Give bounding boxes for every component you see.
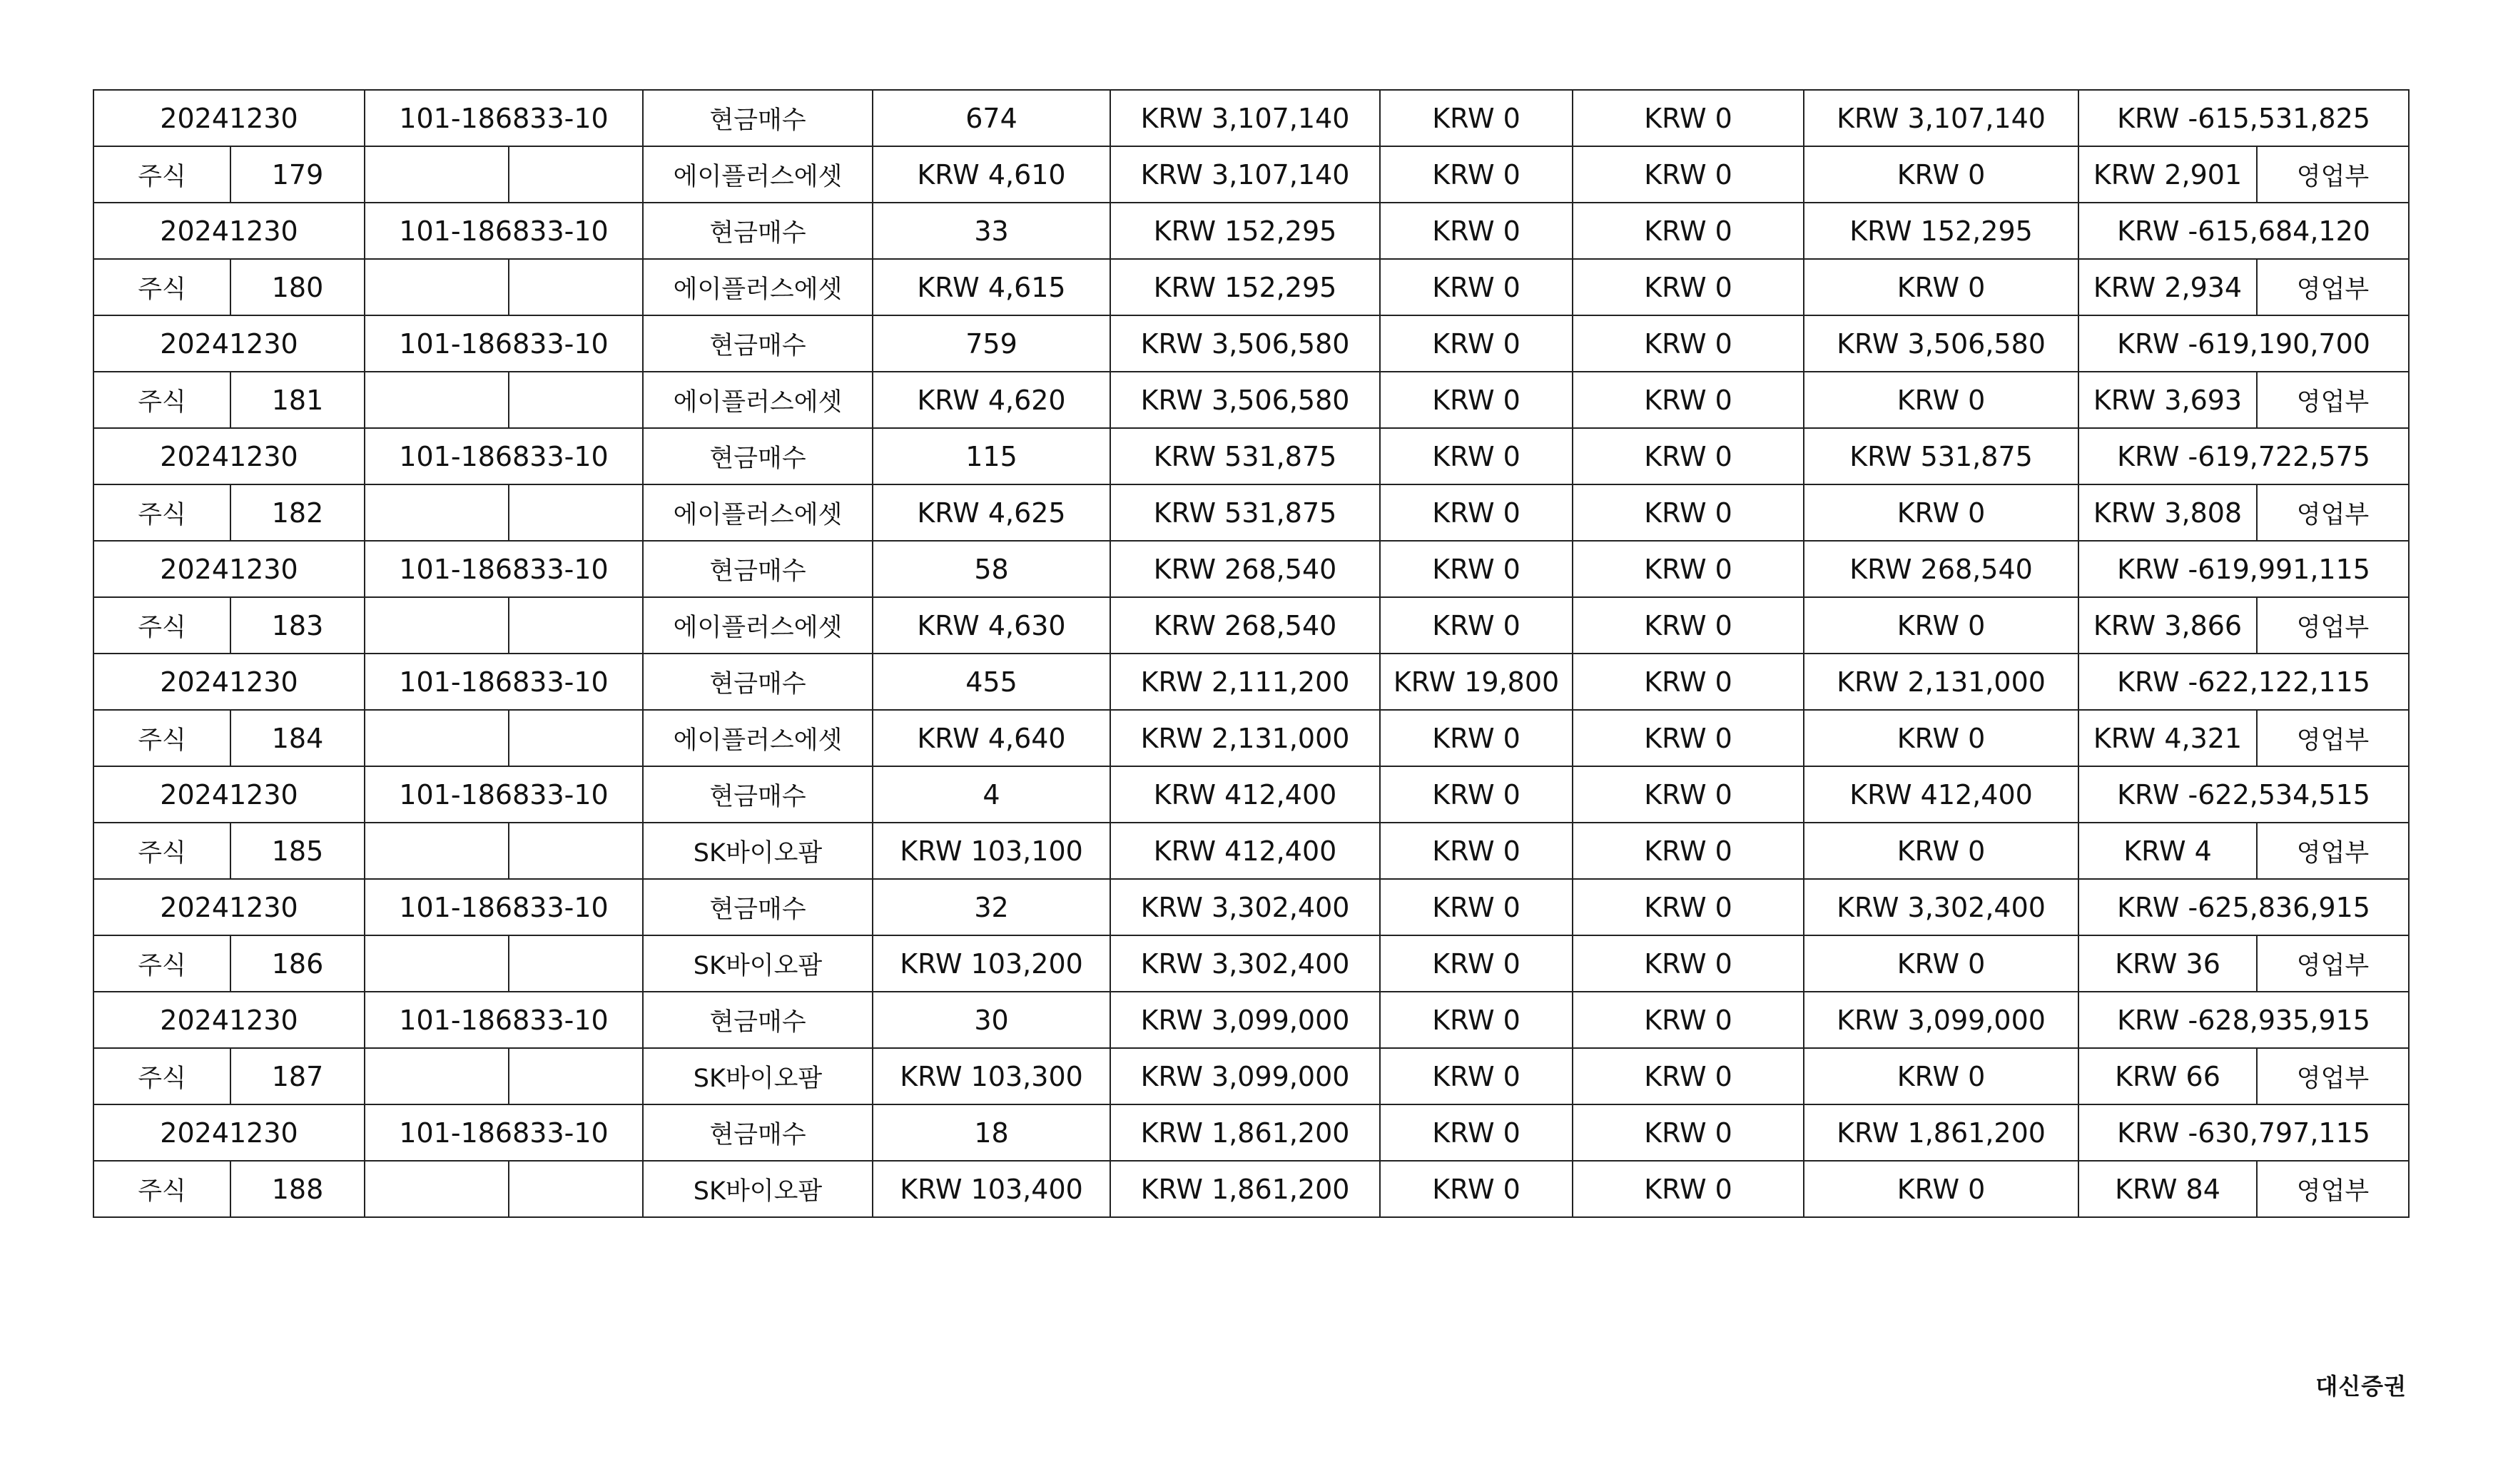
unit-price-cell: KRW 4,610 xyxy=(873,146,1110,203)
transaction-row xyxy=(93,315,2409,372)
transaction-type-cell: 현금매수 xyxy=(643,766,873,823)
sequence-number-cell: 188 xyxy=(230,1161,365,1217)
settlement-amount-cell: KRW 3,506,580 xyxy=(1804,315,2078,372)
fee-cell: KRW 0 xyxy=(1380,203,1573,259)
blank-cell xyxy=(509,372,643,428)
trade-amount-cell: KRW 531,875 xyxy=(1110,428,1380,484)
branch-cell: 영업부 xyxy=(2257,372,2409,428)
tax-cell: KRW 0 xyxy=(1573,597,1804,654)
blank-cell xyxy=(509,259,643,315)
trade-amount-cell: KRW 3,107,140 xyxy=(1110,146,1380,203)
tax-cell: KRW 0 xyxy=(1573,935,1804,992)
trade-amount-cell: KRW 412,400 xyxy=(1110,823,1380,879)
product-type-cell: 주식 xyxy=(93,259,230,315)
unit-price-cell: KRW 103,400 xyxy=(873,1161,1110,1217)
quantity-cell: 455 xyxy=(873,654,1110,710)
fee-cell: KRW 0 xyxy=(1380,90,1573,146)
tax-cell: KRW 0 xyxy=(1573,823,1804,879)
transaction-type-cell: 현금매수 xyxy=(643,992,873,1048)
security-name-cell: SK바이오팜 xyxy=(643,823,873,879)
trade-date-cell: 20241230 xyxy=(93,541,365,597)
quantity-cell: 4 xyxy=(873,766,1110,823)
settlement-amount-cell: KRW 3,107,140 xyxy=(1804,90,2078,146)
balance-cell: KRW -622,534,515 xyxy=(2078,766,2409,823)
account-number-cell: 101-186833-10 xyxy=(365,992,643,1048)
blank-cell xyxy=(365,372,509,428)
security-name-cell: SK바이오팜 xyxy=(643,1161,873,1217)
product-type-cell: 주식 xyxy=(93,146,230,203)
transaction-type-cell: 현금매수 xyxy=(643,541,873,597)
holding-quantity-cell: KRW 3,693 xyxy=(2078,372,2257,428)
transaction-detail-row xyxy=(93,372,2409,428)
other-amount-cell: KRW 0 xyxy=(1804,597,2078,654)
holding-quantity-cell: KRW 3,866 xyxy=(2078,597,2257,654)
transaction-type-cell: 현금매수 xyxy=(643,90,873,146)
fee-cell: KRW 0 xyxy=(1380,146,1573,203)
settlement-amount-cell: KRW 531,875 xyxy=(1804,428,2078,484)
quantity-cell: 18 xyxy=(873,1104,1110,1161)
fee-cell: KRW 0 xyxy=(1380,484,1573,541)
trade-amount-cell: KRW 268,540 xyxy=(1110,541,1380,597)
fee-cell: KRW 0 xyxy=(1380,1161,1573,1217)
trade-amount-cell: KRW 3,302,400 xyxy=(1110,935,1380,992)
security-name-cell: SK바이오팜 xyxy=(643,935,873,992)
trade-amount-cell: KRW 3,107,140 xyxy=(1110,90,1380,146)
blank-cell xyxy=(365,1048,509,1104)
branch-cell: 영업부 xyxy=(2257,823,2409,879)
trade-amount-cell: KRW 1,861,200 xyxy=(1110,1161,1380,1217)
branch-cell: 영업부 xyxy=(2257,1161,2409,1217)
fee-cell: KRW 0 xyxy=(1380,879,1573,935)
tax-cell: KRW 0 xyxy=(1573,484,1804,541)
blank-cell xyxy=(509,146,643,203)
product-type-cell: 주식 xyxy=(93,597,230,654)
sequence-number-cell: 186 xyxy=(230,935,365,992)
fee-cell: KRW 0 xyxy=(1380,992,1573,1048)
quantity-cell: 115 xyxy=(873,428,1110,484)
account-number-cell: 101-186833-10 xyxy=(365,428,643,484)
settlement-amount-cell: KRW 2,131,000 xyxy=(1804,654,2078,710)
account-number-cell: 101-186833-10 xyxy=(365,879,643,935)
branch-cell: 영업부 xyxy=(2257,597,2409,654)
fee-cell: KRW 19,800 xyxy=(1380,654,1573,710)
transaction-detail-row xyxy=(93,259,2409,315)
branch-cell: 영업부 xyxy=(2257,259,2409,315)
tax-cell: KRW 0 xyxy=(1573,879,1804,935)
transaction-type-cell: 현금매수 xyxy=(643,1104,873,1161)
balance-cell: KRW -615,684,120 xyxy=(2078,203,2409,259)
tax-cell: KRW 0 xyxy=(1573,146,1804,203)
fee-cell: KRW 0 xyxy=(1380,1048,1573,1104)
transaction-detail-row xyxy=(93,484,2409,541)
trade-amount-cell: KRW 3,506,580 xyxy=(1110,315,1380,372)
account-number-cell: 101-186833-10 xyxy=(365,541,643,597)
transaction-row xyxy=(93,203,2409,259)
blank-cell xyxy=(509,935,643,992)
quantity-cell: 30 xyxy=(873,992,1110,1048)
product-type-cell: 주식 xyxy=(93,710,230,766)
transaction-detail-row xyxy=(93,710,2409,766)
tax-cell: KRW 0 xyxy=(1573,1104,1804,1161)
blank-cell xyxy=(509,484,643,541)
holding-quantity-cell: KRW 84 xyxy=(2078,1161,2257,1217)
trade-date-cell: 20241230 xyxy=(93,315,365,372)
tax-cell: KRW 0 xyxy=(1573,710,1804,766)
fee-cell: KRW 0 xyxy=(1380,597,1573,654)
sequence-number-cell: 181 xyxy=(230,372,365,428)
product-type-cell: 주식 xyxy=(93,823,230,879)
sequence-number-cell: 183 xyxy=(230,597,365,654)
other-amount-cell: KRW 0 xyxy=(1804,710,2078,766)
tax-cell: KRW 0 xyxy=(1573,428,1804,484)
tax-cell: KRW 0 xyxy=(1573,90,1804,146)
other-amount-cell: KRW 0 xyxy=(1804,484,2078,541)
security-name-cell: 에이플러스에셋 xyxy=(643,484,873,541)
trade-date-cell: 20241230 xyxy=(93,766,365,823)
account-number-cell: 101-186833-10 xyxy=(365,90,643,146)
sequence-number-cell: 184 xyxy=(230,710,365,766)
transaction-row xyxy=(93,766,2409,823)
transaction-type-cell: 현금매수 xyxy=(643,203,873,259)
product-type-cell: 주식 xyxy=(93,484,230,541)
fee-cell: KRW 0 xyxy=(1380,315,1573,372)
unit-price-cell: KRW 4,615 xyxy=(873,259,1110,315)
trade-date-cell: 20241230 xyxy=(93,1104,365,1161)
fee-cell: KRW 0 xyxy=(1380,1104,1573,1161)
unit-price-cell: KRW 4,640 xyxy=(873,710,1110,766)
trade-amount-cell: KRW 152,295 xyxy=(1110,259,1380,315)
blank-cell xyxy=(365,1161,509,1217)
trade-amount-cell: KRW 1,861,200 xyxy=(1110,1104,1380,1161)
trade-date-cell: 20241230 xyxy=(93,654,365,710)
settlement-amount-cell: KRW 152,295 xyxy=(1804,203,2078,259)
balance-cell: KRW -619,722,575 xyxy=(2078,428,2409,484)
transaction-row xyxy=(93,1104,2409,1161)
blank-cell xyxy=(365,259,509,315)
trade-date-cell: 20241230 xyxy=(93,992,365,1048)
transaction-detail-row xyxy=(93,1161,2409,1217)
trade-date-cell: 20241230 xyxy=(93,203,365,259)
settlement-amount-cell: KRW 3,302,400 xyxy=(1804,879,2078,935)
sequence-number-cell: 185 xyxy=(230,823,365,879)
holding-quantity-cell: KRW 2,901 xyxy=(2078,146,2257,203)
balance-cell: KRW -619,190,700 xyxy=(2078,315,2409,372)
trade-amount-cell: KRW 2,111,200 xyxy=(1110,654,1380,710)
tax-cell: KRW 0 xyxy=(1573,203,1804,259)
branch-cell: 영업부 xyxy=(2257,935,2409,992)
trade-amount-cell: KRW 3,099,000 xyxy=(1110,1048,1380,1104)
sequence-number-cell: 179 xyxy=(230,146,365,203)
security-name-cell: 에이플러스에셋 xyxy=(643,710,873,766)
tax-cell: KRW 0 xyxy=(1573,1161,1804,1217)
tax-cell: KRW 0 xyxy=(1573,766,1804,823)
account-number-cell: 101-186833-10 xyxy=(365,766,643,823)
transaction-type-cell: 현금매수 xyxy=(643,428,873,484)
transaction-detail-row xyxy=(93,597,2409,654)
unit-price-cell: KRW 103,100 xyxy=(873,823,1110,879)
balance-cell: KRW -625,836,915 xyxy=(2078,879,2409,935)
trade-amount-cell: KRW 2,131,000 xyxy=(1110,710,1380,766)
unit-price-cell: KRW 4,630 xyxy=(873,597,1110,654)
holding-quantity-cell: KRW 36 xyxy=(2078,935,2257,992)
branch-cell: 영업부 xyxy=(2257,484,2409,541)
fee-cell: KRW 0 xyxy=(1380,541,1573,597)
other-amount-cell: KRW 0 xyxy=(1804,1048,2078,1104)
other-amount-cell: KRW 0 xyxy=(1804,146,2078,203)
branch-cell: 영업부 xyxy=(2257,1048,2409,1104)
product-type-cell: 주식 xyxy=(93,1048,230,1104)
other-amount-cell: KRW 0 xyxy=(1804,935,2078,992)
blank-cell xyxy=(509,597,643,654)
fee-cell: KRW 0 xyxy=(1380,710,1573,766)
tax-cell: KRW 0 xyxy=(1573,1048,1804,1104)
account-number-cell: 101-186833-10 xyxy=(365,315,643,372)
blank-cell xyxy=(509,1048,643,1104)
holding-quantity-cell: KRW 4 xyxy=(2078,823,2257,879)
trade-date-cell: 20241230 xyxy=(93,90,365,146)
transaction-row xyxy=(93,992,2409,1048)
quantity-cell: 759 xyxy=(873,315,1110,372)
other-amount-cell: KRW 0 xyxy=(1804,259,2078,315)
transaction-row xyxy=(93,879,2409,935)
security-name-cell: 에이플러스에셋 xyxy=(643,146,873,203)
tax-cell: KRW 0 xyxy=(1573,654,1804,710)
blank-cell xyxy=(365,484,509,541)
security-name-cell: 에이플러스에셋 xyxy=(643,259,873,315)
blank-cell xyxy=(509,1161,643,1217)
sequence-number-cell: 180 xyxy=(230,259,365,315)
transaction-row xyxy=(93,654,2409,710)
transaction-detail-row xyxy=(93,146,2409,203)
fee-cell: KRW 0 xyxy=(1380,259,1573,315)
branch-cell: 영업부 xyxy=(2257,146,2409,203)
trade-amount-cell: KRW 531,875 xyxy=(1110,484,1380,541)
blank-cell xyxy=(365,146,509,203)
unit-price-cell: KRW 4,625 xyxy=(873,484,1110,541)
holding-quantity-cell: KRW 2,934 xyxy=(2078,259,2257,315)
unit-price-cell: KRW 4,620 xyxy=(873,372,1110,428)
security-name-cell: 에이플러스에셋 xyxy=(643,597,873,654)
balance-cell: KRW -622,122,115 xyxy=(2078,654,2409,710)
fee-cell: KRW 0 xyxy=(1380,766,1573,823)
transaction-row xyxy=(93,541,2409,597)
unit-price-cell: KRW 103,300 xyxy=(873,1048,1110,1104)
other-amount-cell: KRW 0 xyxy=(1804,823,2078,879)
transaction-ledger-table xyxy=(93,89,2410,1218)
transaction-row xyxy=(93,90,2409,146)
transaction-detail-row xyxy=(93,935,2409,992)
trade-amount-cell: KRW 3,506,580 xyxy=(1110,372,1380,428)
blank-cell xyxy=(365,935,509,992)
balance-cell: KRW -630,797,115 xyxy=(2078,1104,2409,1161)
sequence-number-cell: 182 xyxy=(230,484,365,541)
fee-cell: KRW 0 xyxy=(1380,372,1573,428)
balance-cell: KRW -628,935,915 xyxy=(2078,992,2409,1048)
unit-price-cell: KRW 103,200 xyxy=(873,935,1110,992)
transaction-type-cell: 현금매수 xyxy=(643,879,873,935)
blank-cell xyxy=(509,710,643,766)
product-type-cell: 주식 xyxy=(93,935,230,992)
trade-amount-cell: KRW 268,540 xyxy=(1110,597,1380,654)
other-amount-cell: KRW 0 xyxy=(1804,1161,2078,1217)
transaction-type-cell: 현금매수 xyxy=(643,654,873,710)
settlement-amount-cell: KRW 412,400 xyxy=(1804,766,2078,823)
security-name-cell: SK바이오팜 xyxy=(643,1048,873,1104)
tax-cell: KRW 0 xyxy=(1573,259,1804,315)
account-number-cell: 101-186833-10 xyxy=(365,654,643,710)
holding-quantity-cell: KRW 4,321 xyxy=(2078,710,2257,766)
fee-cell: KRW 0 xyxy=(1380,428,1573,484)
blank-cell xyxy=(509,823,643,879)
blank-cell xyxy=(365,710,509,766)
holding-quantity-cell: KRW 3,808 xyxy=(2078,484,2257,541)
fee-cell: KRW 0 xyxy=(1380,823,1573,879)
sequence-number-cell: 187 xyxy=(230,1048,365,1104)
trade-amount-cell: KRW 152,295 xyxy=(1110,203,1380,259)
product-type-cell: 주식 xyxy=(93,1161,230,1217)
company-footer-label: 대신증권 xyxy=(2315,1373,2407,1400)
transaction-detail-row xyxy=(93,823,2409,879)
trade-amount-cell: KRW 3,302,400 xyxy=(1110,879,1380,935)
trade-amount-cell: KRW 3,099,000 xyxy=(1110,992,1380,1048)
blank-cell xyxy=(365,823,509,879)
blank-cell xyxy=(365,597,509,654)
trade-date-cell: 20241230 xyxy=(93,428,365,484)
balance-cell: KRW -615,531,825 xyxy=(2078,90,2409,146)
branch-cell: 영업부 xyxy=(2257,710,2409,766)
quantity-cell: 58 xyxy=(873,541,1110,597)
tax-cell: KRW 0 xyxy=(1573,541,1804,597)
tax-cell: KRW 0 xyxy=(1573,315,1804,372)
security-name-cell: 에이플러스에셋 xyxy=(643,372,873,428)
holding-quantity-cell: KRW 66 xyxy=(2078,1048,2257,1104)
transaction-detail-row xyxy=(93,1048,2409,1104)
quantity-cell: 32 xyxy=(873,879,1110,935)
quantity-cell: 674 xyxy=(873,90,1110,146)
settlement-amount-cell: KRW 3,099,000 xyxy=(1804,992,2078,1048)
balance-cell: KRW -619,991,115 xyxy=(2078,541,2409,597)
quantity-cell: 33 xyxy=(873,203,1110,259)
account-number-cell: 101-186833-10 xyxy=(365,203,643,259)
transaction-row xyxy=(93,428,2409,484)
settlement-amount-cell: KRW 1,861,200 xyxy=(1804,1104,2078,1161)
fee-cell: KRW 0 xyxy=(1380,935,1573,992)
account-number-cell: 101-186833-10 xyxy=(365,1104,643,1161)
settlement-amount-cell: KRW 268,540 xyxy=(1804,541,2078,597)
product-type-cell: 주식 xyxy=(93,372,230,428)
trade-date-cell: 20241230 xyxy=(93,879,365,935)
tax-cell: KRW 0 xyxy=(1573,992,1804,1048)
ledger-body xyxy=(93,90,2409,1217)
other-amount-cell: KRW 0 xyxy=(1804,372,2078,428)
trade-amount-cell: KRW 412,400 xyxy=(1110,766,1380,823)
tax-cell: KRW 0 xyxy=(1573,372,1804,428)
transaction-type-cell: 현금매수 xyxy=(643,315,873,372)
